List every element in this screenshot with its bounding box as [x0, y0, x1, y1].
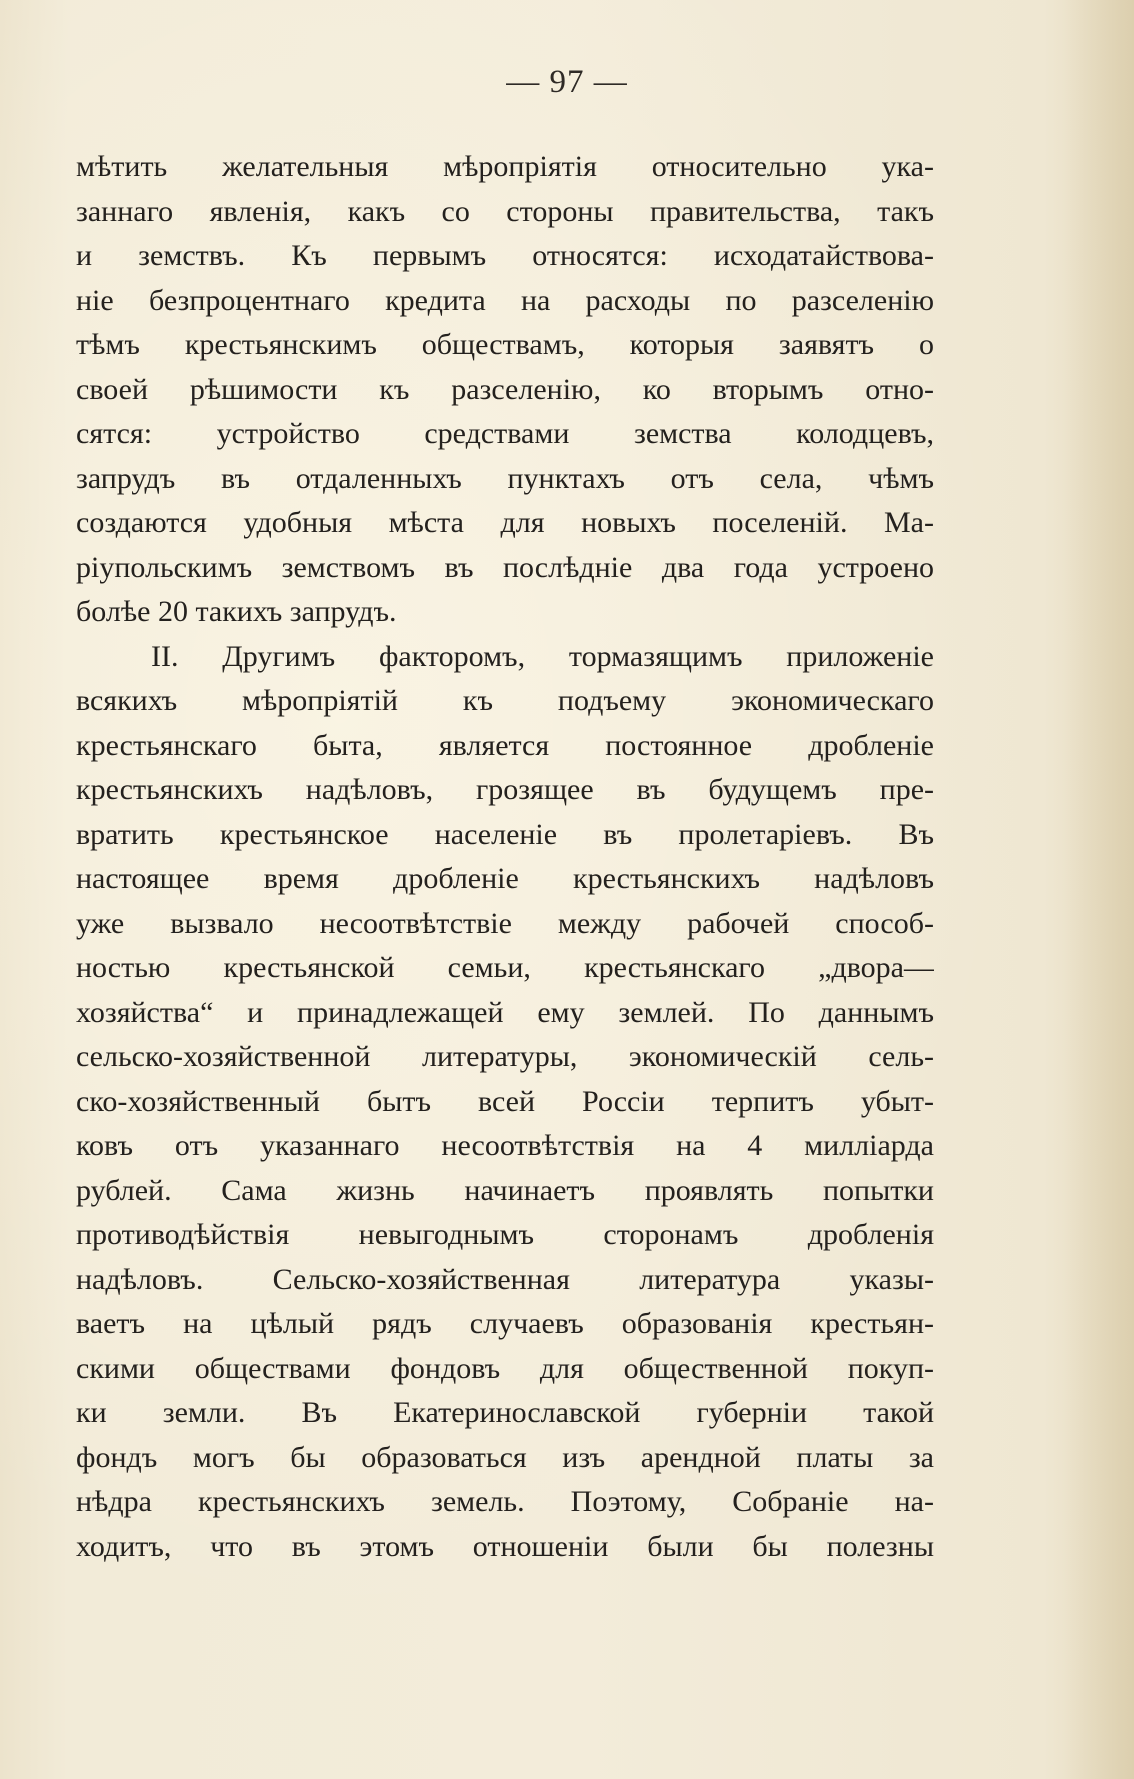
text-line: создаются удобныя мѣста для новыхъ поселеній. Ма- — [76, 506, 934, 539]
text-line: нѣдра крестьянскихъ земель. Поэтому, Собраніе на- — [76, 1485, 934, 1518]
text-line: мѣтить желательныя мѣропріятія относительно ука- — [76, 150, 934, 183]
page-number: — 97 — — [506, 64, 628, 100]
text-line: ходитъ, что въ этомъ отношеніи были бы полезны — [76, 1529, 934, 1563]
text-line: противодѣйствія невыгоднымъ сторонамъ дробленія — [76, 1218, 934, 1251]
text-line: тѣмъ крестьянскимъ обществамъ, которыя заявятъ о — [76, 328, 934, 361]
text-line: рублей. Сама жизнь начинаетъ проявлять попытки — [76, 1173, 934, 1207]
text-line: ковъ отъ указаннаго несоотвѣтствія на 4 милліарда — [76, 1129, 934, 1162]
text-line: ніе безпроцентнаго кредита на расходы по разселенію — [76, 283, 934, 317]
page-edge-shadow — [1064, 0, 1134, 1779]
text-line: уже вызвало несоотвѣтствіе между рабочей способ- — [76, 906, 934, 940]
text-line: хозяйства“ и принадлежащей ему землей. По даннымъ — [76, 995, 934, 1029]
text-line: сятся: устройство средствами земства колодцевъ, — [76, 417, 934, 450]
text-line: вратить крестьянское населеніе въ пролетаріевъ. Въ — [76, 817, 934, 851]
text-line: надѣловъ. Сельско-хозяйственная литература указы- — [76, 1262, 934, 1296]
text-line: сельско-хозяйственной литературы, экономическій сель- — [76, 1040, 934, 1073]
text-line: ско-хозяйственный бытъ всей Россіи терпитъ убыт- — [76, 1084, 934, 1118]
text-line: и земствъ. Къ первымъ относятся: исходатайствова- — [76, 239, 934, 272]
text-line: скими обществами фондовъ для общественной покуп- — [76, 1351, 934, 1385]
text-line: запрудъ въ отдаленныхъ пунктахъ отъ села, чѣмъ — [76, 461, 934, 495]
text-line: II. Другимъ факторомъ, тормазящимъ приложеніе — [151, 639, 934, 673]
text-line: заннаго явленія, какъ со стороны правительства, такъ — [76, 194, 934, 228]
text-line: крестьянскихъ надѣловъ, грозящее въ будущемъ пре- — [76, 773, 934, 806]
text-line: настоящее время дробленіе крестьянскихъ надѣловъ — [76, 862, 934, 895]
text-line: болѣе 20 такихъ запрудъ. — [76, 595, 397, 628]
text-line: ки земли. Въ Екатеринославской губерніи такой — [76, 1396, 934, 1429]
text-line: крестьянскаго быта, является постоянное дробленіе — [76, 728, 934, 762]
text-line: ностью крестьянской семьи, крестьянскаго „двора— — [76, 951, 934, 984]
text-line: своей рѣшимости къ разселенію, ко вторымъ отно- — [76, 372, 934, 406]
text-line: всякихъ мѣропріятій къ подъему экономическаго — [76, 684, 934, 717]
body-text — [76, 145, 934, 1569]
text-line: фондъ могъ бы образоваться изъ арендной платы за — [76, 1440, 934, 1474]
text-line: ваетъ на цѣлый рядъ случаевъ образованія крестьян- — [76, 1307, 934, 1340]
text-line: ріупольскимъ земствомъ въ послѣдніе два года устроено — [76, 550, 934, 584]
